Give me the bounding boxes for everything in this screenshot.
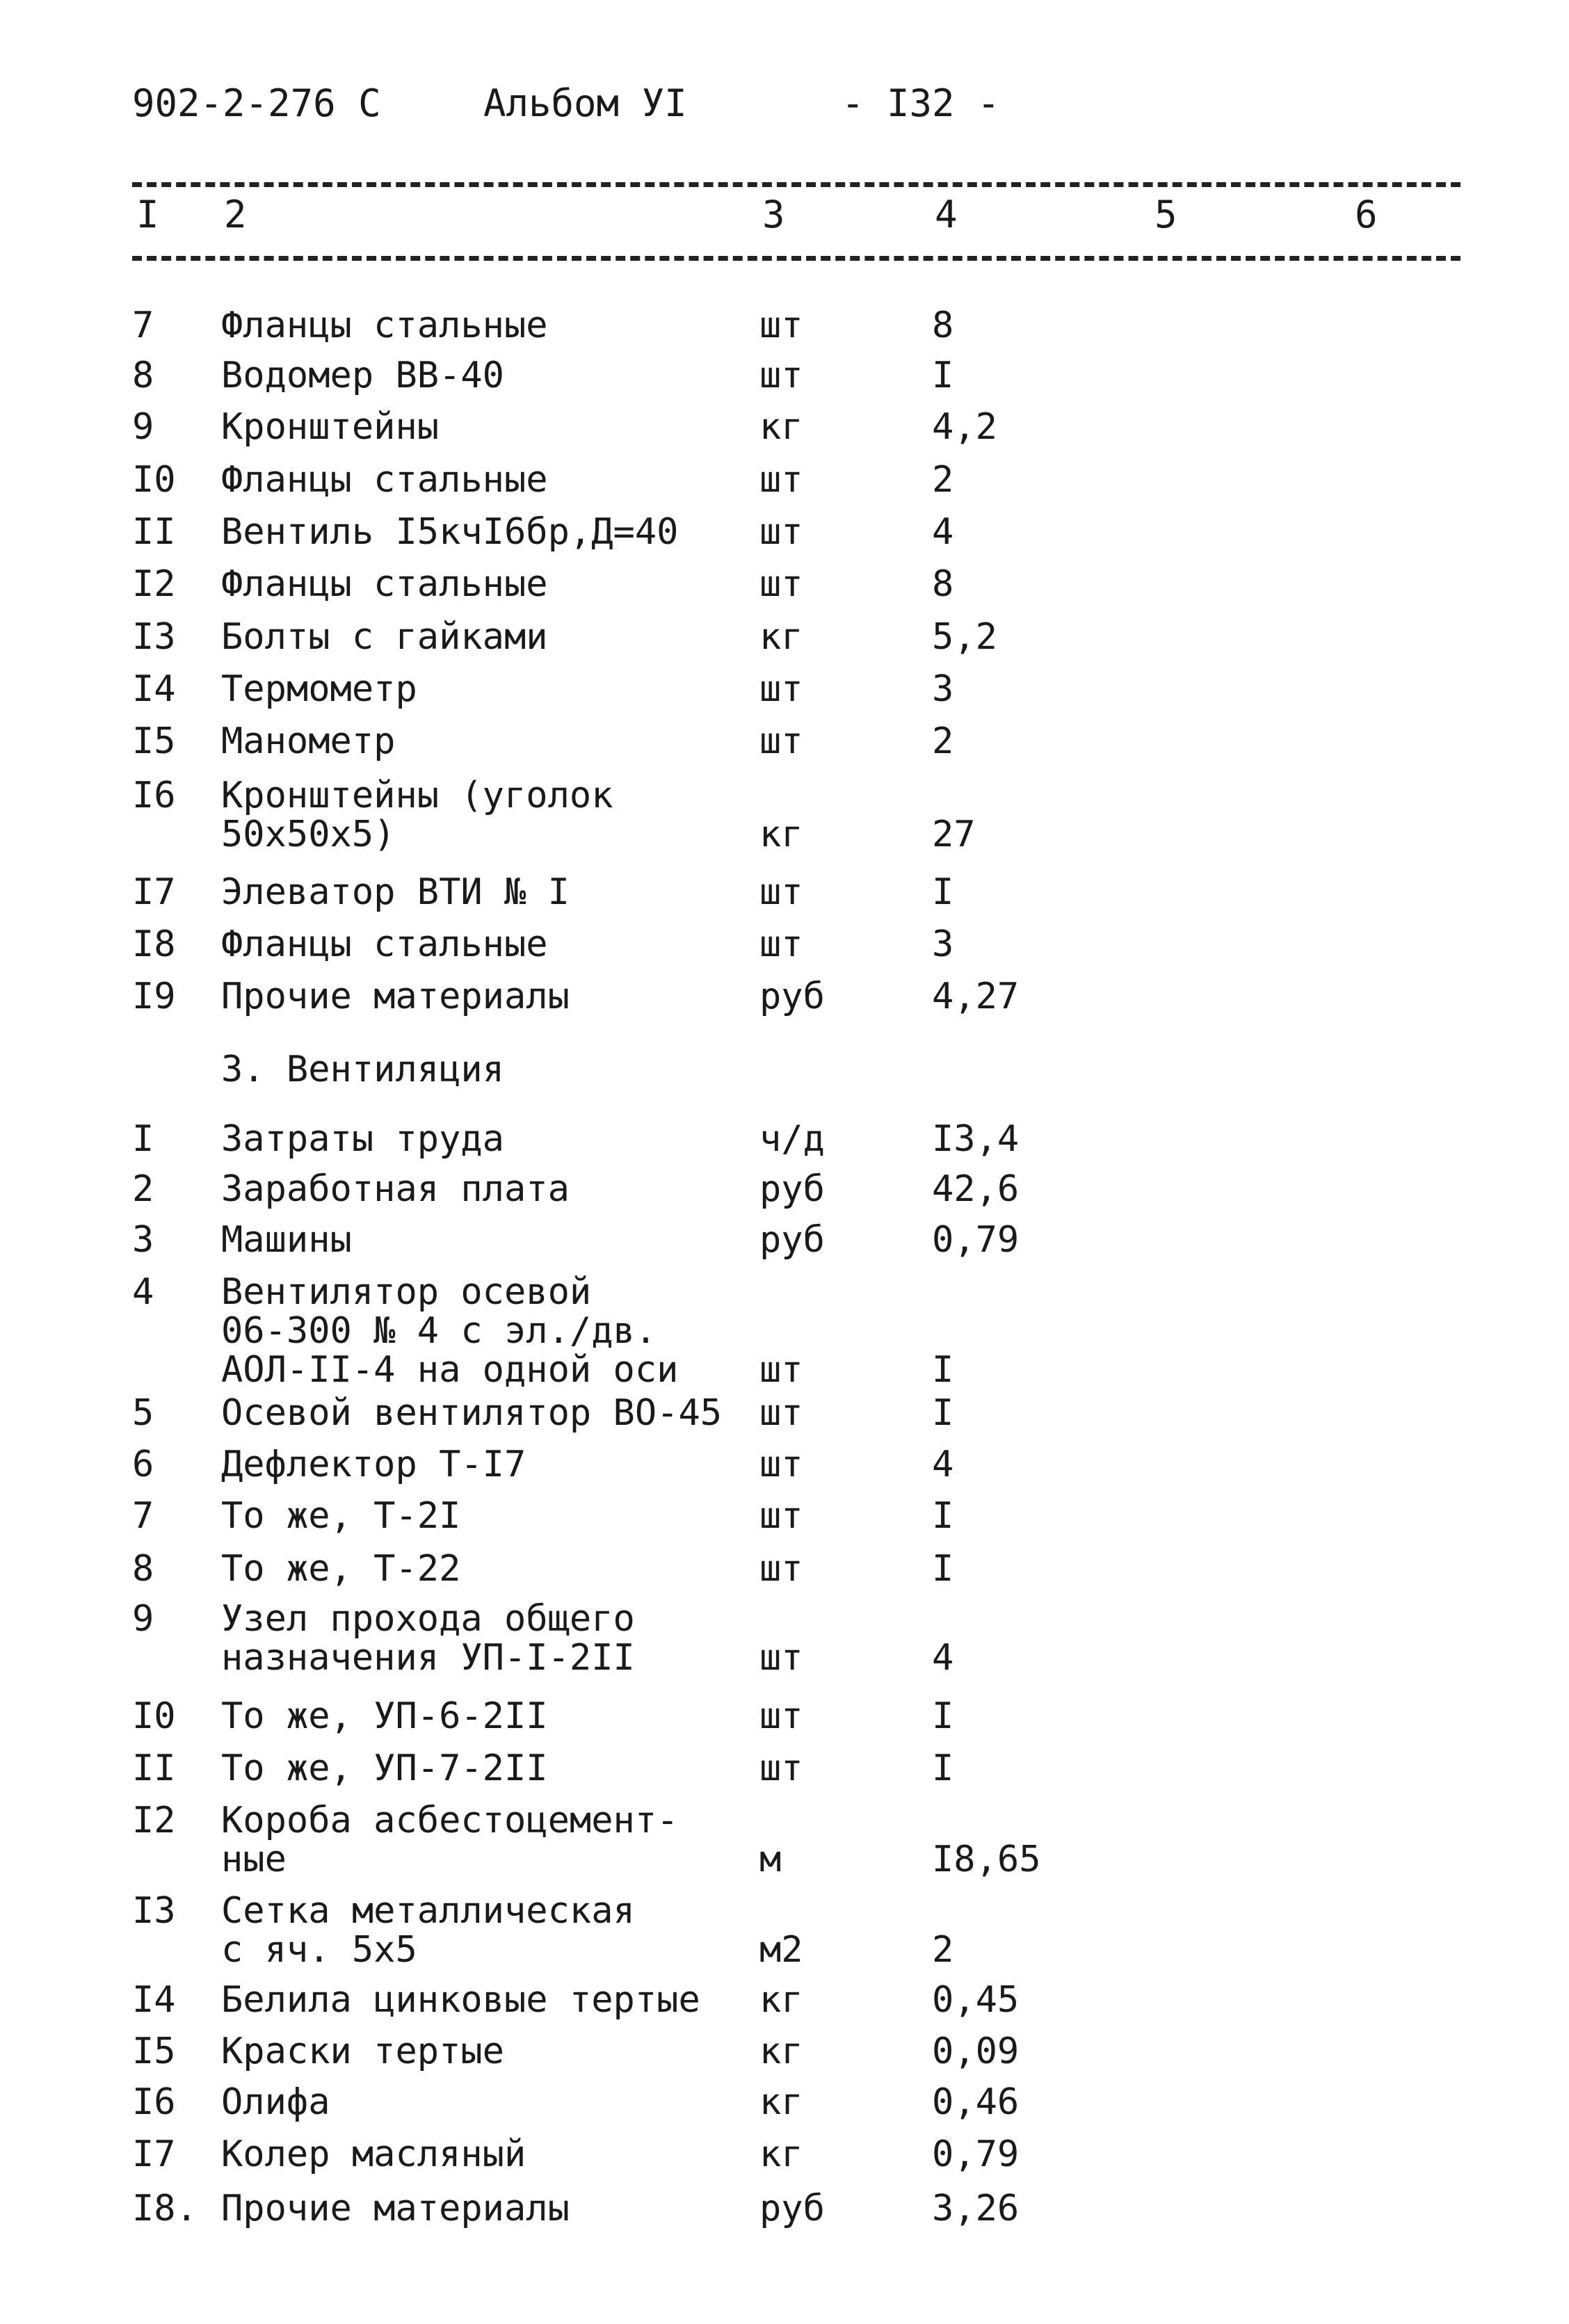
row-number: ІІ	[132, 511, 176, 553]
row-number: 8	[132, 355, 154, 396]
item-unit: шт	[759, 1495, 803, 1537]
item-quantity: 42,6	[932, 1168, 1020, 1210]
item-unit: шт	[759, 563, 803, 605]
row-number: І9	[132, 976, 176, 1017]
item-quantity: І	[932, 1548, 954, 1590]
item-quantity: 0,79	[932, 2133, 1020, 2175]
row-number: І6	[132, 775, 176, 816]
column-number-5: 5	[1154, 193, 1177, 236]
item-quantity: 27	[932, 814, 976, 855]
item-quantity: І	[932, 1349, 954, 1391]
row-number: І7	[132, 2133, 176, 2175]
header-dashed-rule	[132, 256, 1461, 261]
item-quantity: 3,26	[932, 2188, 1020, 2229]
item-name: Фланцы стальные	[221, 459, 548, 501]
item-unit: руб	[759, 1168, 825, 1210]
item-quantity: 0,46	[932, 2081, 1020, 2123]
item-quantity: 4	[932, 1444, 954, 1485]
row-number: І2	[132, 563, 176, 605]
item-unit: шт	[759, 1444, 803, 1485]
item-quantity: 0,79	[932, 1219, 1020, 1261]
item-unit: шт	[759, 1548, 803, 1590]
row-number: І7	[132, 871, 176, 913]
item-unit: м2	[759, 1929, 803, 1971]
item-name: Прочие материалы	[221, 2188, 570, 2229]
item-unit: шт	[759, 1637, 803, 1679]
column-number-4: 4	[935, 193, 958, 236]
item-quantity: 5,2	[932, 616, 997, 658]
row-number: 5	[132, 1392, 154, 1434]
item-unit: шт	[759, 1748, 803, 1789]
item-name: Манометр	[221, 720, 396, 762]
row-number: 8	[132, 1548, 154, 1590]
row-number: ІІ	[132, 1748, 176, 1789]
item-name: Машины	[221, 1219, 352, 1261]
item-quantity: 4,27	[932, 976, 1020, 1017]
column-number-2: 2	[224, 193, 247, 236]
item-name: То же, УП-6-2ІІ	[221, 1695, 548, 1737]
item-name: Осевой вентилятор ВО-45	[221, 1392, 723, 1434]
document-code: 902-2-276 С	[132, 81, 381, 125]
item-unit: кг	[759, 406, 803, 448]
row-number: І0	[132, 459, 176, 501]
item-name: Водомер ВВ-40	[221, 355, 504, 396]
row-number: І0	[132, 1695, 176, 1737]
item-unit: шт	[759, 355, 803, 396]
item-unit: шт	[759, 1392, 803, 1434]
item-quantity: І	[932, 1748, 954, 1789]
page-number: - І32 -	[842, 81, 1000, 125]
item-quantity: І	[932, 355, 954, 396]
item-name: Прочие материалы	[221, 976, 570, 1017]
item-name: Олифа	[221, 2081, 330, 2123]
item-name: Дефлектор Т-І7	[221, 1444, 526, 1485]
item-quantity: 8	[932, 305, 954, 346]
row-number: І8	[132, 923, 176, 965]
item-quantity: І3,4	[932, 1118, 1020, 1160]
row-number: І5	[132, 2031, 176, 2072]
item-name: Колер масляный	[221, 2133, 526, 2175]
item-quantity: 0,45	[932, 1979, 1020, 2021]
item-unit: кг	[759, 616, 803, 658]
item-quantity: 2	[932, 720, 954, 762]
row-number: І4	[132, 1979, 176, 2021]
item-unit: шт	[759, 871, 803, 913]
item-name: Заработная плата	[221, 1168, 570, 1210]
item-quantity: І	[932, 1695, 954, 1737]
item-quantity: 4,2	[932, 406, 997, 448]
item-unit: ч/д	[759, 1118, 825, 1160]
item-quantity: 4	[932, 1637, 954, 1679]
item-name: Термометр	[221, 668, 417, 710]
row-number: І8.	[132, 2188, 198, 2229]
item-quantity: 2	[932, 1929, 954, 1971]
row-number: 4	[132, 1271, 154, 1313]
row-number: І5	[132, 720, 176, 762]
row-number: 3	[132, 1219, 154, 1261]
item-unit: шт	[759, 720, 803, 762]
item-quantity: 3	[932, 668, 954, 710]
row-number: І3	[132, 1890, 176, 1932]
column-number-6: 6	[1355, 193, 1378, 236]
item-name: Фланцы стальные	[221, 305, 548, 346]
section-title: 3. Вентиляция	[221, 1049, 504, 1090]
item-quantity: 4	[932, 511, 954, 553]
item-name: Фланцы стальные	[221, 923, 548, 965]
item-unit: кг	[759, 2133, 803, 2175]
item-unit: шт	[759, 459, 803, 501]
column-number-1: І	[136, 193, 159, 236]
row-number: І3	[132, 616, 176, 658]
row-number: 7	[132, 305, 154, 346]
item-unit: шт	[759, 305, 803, 346]
item-unit: руб	[759, 1219, 825, 1261]
item-quantity: І	[932, 1495, 954, 1537]
item-name: Вентиль І5кчІ6бр,Д=40	[221, 511, 679, 553]
item-unit: шт	[759, 511, 803, 553]
item-unit: кг	[759, 2031, 803, 2072]
item-name: Белила цинковые тертые	[221, 1979, 700, 2021]
item-unit: руб	[759, 2188, 825, 2229]
item-unit: кг	[759, 2081, 803, 2123]
item-quantity: І	[932, 871, 954, 913]
item-name: Узел прохода общего назначения УП-І-2ІІ	[221, 1598, 635, 1679]
item-name: Вентилятор осевой 06-300 № 4 с эл./дв. АОЛ-ІІ-4 на одной оси	[221, 1271, 679, 1391]
item-unit: шт	[759, 1695, 803, 1737]
item-quantity: 2	[932, 459, 954, 501]
top-dashed-rule	[132, 182, 1461, 187]
item-quantity: І	[932, 1392, 954, 1434]
item-unit: шт	[759, 668, 803, 710]
row-number: 6	[132, 1444, 154, 1485]
item-name: Короба асбестоцемент- ные	[221, 1800, 679, 1880]
item-unit: кг	[759, 814, 803, 855]
row-number: І	[132, 1118, 154, 1160]
item-name: Элеватор ВТИ № І	[221, 871, 570, 913]
item-unit: м	[759, 1839, 782, 1880]
row-number: 9	[132, 1598, 154, 1640]
row-number: І6	[132, 2081, 176, 2123]
item-name: То же, Т-2І	[221, 1495, 461, 1537]
item-name: То же, Т-22	[221, 1548, 461, 1590]
item-unit: шт	[759, 923, 803, 965]
item-unit: шт	[759, 1349, 803, 1391]
item-quantity: 0,09	[932, 2031, 1020, 2072]
item-unit: кг	[759, 1979, 803, 2021]
item-name: Фланцы стальные	[221, 563, 548, 605]
row-number: І2	[132, 1800, 176, 1841]
item-name: Кронштейны	[221, 406, 440, 448]
row-number: І4	[132, 668, 176, 710]
item-quantity: 8	[932, 563, 954, 605]
item-name: Болты с гайками	[221, 616, 548, 658]
item-name: То же, УП-7-2ІІ	[221, 1748, 548, 1789]
item-unit: руб	[759, 976, 825, 1017]
row-number: 2	[132, 1168, 154, 1210]
item-quantity: 3	[932, 923, 954, 965]
row-number: 9	[132, 406, 154, 448]
item-name: Сетка металлическая с яч. 5x5	[221, 1890, 635, 1971]
item-name: Затраты труда	[221, 1118, 504, 1160]
item-quantity: І8,65	[932, 1839, 1041, 1880]
row-number: 7	[132, 1495, 154, 1537]
column-number-3: 3	[762, 193, 785, 236]
album-label: Альбом УІ	[483, 81, 687, 125]
item-name: Кронштейны (уголок 50x50x5)	[221, 775, 613, 855]
item-name: Краски тертые	[221, 2031, 504, 2072]
